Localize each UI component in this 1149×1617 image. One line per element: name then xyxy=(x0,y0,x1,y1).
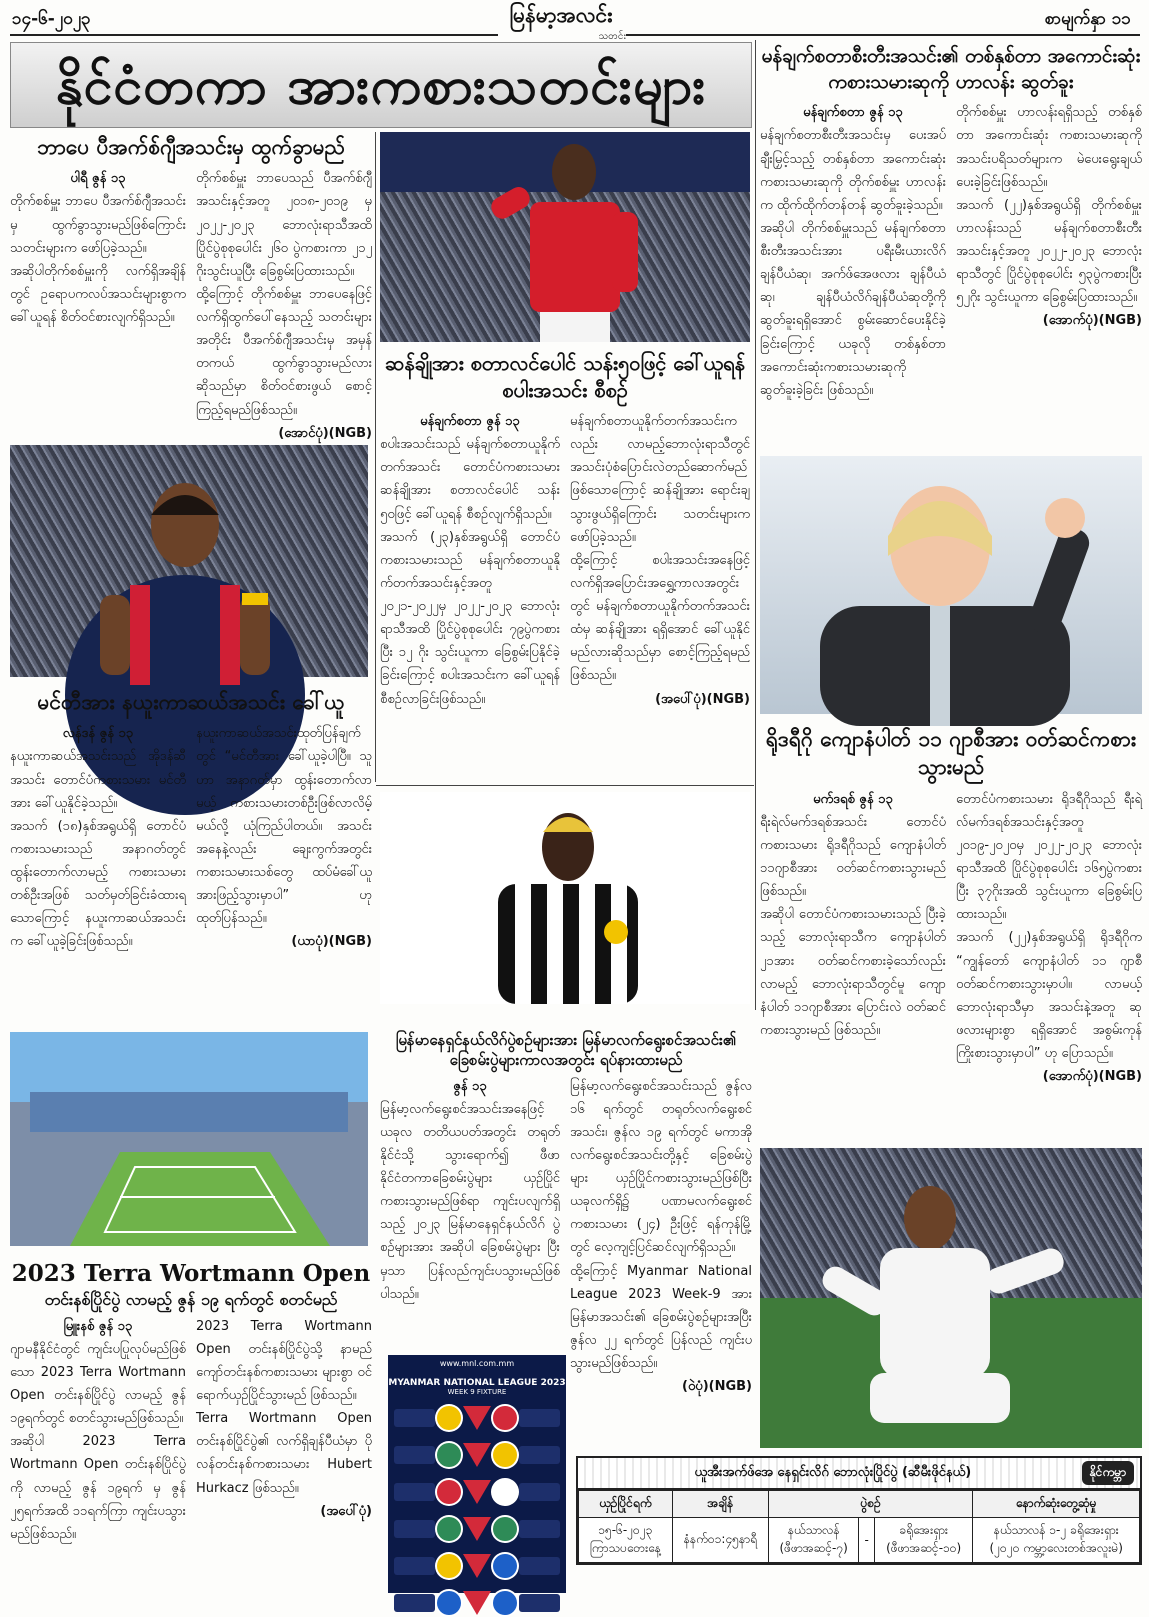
divider xyxy=(376,785,754,786)
headline: ဆန်ချိုအား စတာလင်ပေါင် သန်း၅၀ဖြင့် ခေါ်ယူရန် စပါးအသင်း စီစဉ် xyxy=(385,351,745,402)
article-mbappe xyxy=(10,133,372,441)
club-badge-icon xyxy=(435,1441,463,1469)
team-plate xyxy=(394,1520,435,1538)
club-badge-icon xyxy=(435,1515,463,1543)
team-plate xyxy=(394,1594,435,1612)
dateline: လန်ဒန် ဇွန် ၁၃ xyxy=(62,726,134,742)
club-badge-icon xyxy=(435,1589,463,1617)
last-note: (၂၀၂၀ ကမ္ဘာ့လေးတစ်အလူးမဲ) xyxy=(989,1541,1123,1555)
section-banner xyxy=(10,42,752,128)
paragraph: တောင်ပံကစားသမား ရိုဒရီဂိုသည် ရီးရဲလ်မက်ဒရစ်အသင်းနှင့်အတူ ၂၀၁၉-၂၀၂၀မှ ၂၀၂၂-၂၀၂၃ ဘောလုံးရာသီအထိ ပြိုင်ပွဲစုစုပေါင်း ၁၆၅ပွဲကစားပြီး ၃၇ဂိုးအထိ သွင်းယူကာ ခြေစွမ်းပြထားသည်။ xyxy=(956,791,1142,923)
paragraph: တိုက်စစ်မှူး ဘာပေ ပီအက်စ်ဂျီအသင်းမှ ထွက်ခွာသွားမည်ဖြစ်ကြောင်း သတင်းများက ဖော်ပြခဲ့သည်။ xyxy=(10,194,186,256)
paragraph: မန်ချက်စတာယူနိုက်တက်အသင်းကလည်း လာမည့်ဘောလုံးရာသီတွင် အသင်းပုံစံပြောင်းလဲတည်ဆောက်မည်ဖြစ်သောကြောင့် ဆန်ချိုအား ရောင်းချသွားဖွယ်ရှိကြောင်း သတင်းများက ဖော်ပြခဲ့သည်။ xyxy=(570,414,750,545)
masthead-title: မြန်မာ့အလင်း xyxy=(509,2,613,27)
paragraph: အသက် (၂၂)နှစ်အရွယ်ရှိ တိုက်စစ်မှူး ဟာလန်းသည် မန်ချက်စတာစီးတီးအသင်းနှင့်အတူ ၂၀၂၂-၂၀၂၃ ဘောလုံးရာသီတွင် ပြိုင်ပွဲစုစုပေါင်း ၅၃ပွဲကစားပြီး ၅၂ဂိုး သွင်းယူကာ ခြေစွမ်းပြထားသည်။ xyxy=(956,197,1142,306)
team-plate xyxy=(519,1520,560,1538)
article-column xyxy=(760,101,946,421)
paragraph: အသက် (၂၂)နှစ်အရွယ်ရှိ ရိုဒရီဂိုက “ကျွန်တော် ကျောနံပါတ် ၁၁ ဂျာစီဝတ်ဆင်ကစားသွားမှာပါ။ လာမယ့် ဘောလုံးရာသီမှာ အသင်းနဲ့အတူ ဆုဖလားများစွာ ရရှိအောင် အစွမ်းကုန် ကြိုးစားသွားမှာပါ” ဟု ပြောသည်။ xyxy=(956,930,1142,1062)
article-haaland xyxy=(760,44,1142,421)
column-header: နောက်ဆုံးတွေ့ဆုံမှု xyxy=(973,1491,1140,1518)
byline: (ယာပုံ)(NGB) xyxy=(291,934,372,950)
photo-haaland xyxy=(760,456,1142,714)
paragraph: နယူးကာဆယ်အသင်းသည် အိုဒန်ဆီအသင်း တောင်ပံကစားသမား မင်တီအား ခေါ်ယူနိုင်ခဲ့သည်။ xyxy=(10,749,186,811)
match-day: ကြာသပတေးနေ့ xyxy=(589,1541,661,1555)
article-column xyxy=(196,722,372,984)
byline: (အပေါ်ပုံ) xyxy=(320,1503,372,1519)
paragraph: တိုက်စစ်မှူး ဟာလန်းရရှိသည့် တစ်နှစ်တာ အကောင်းဆုံး ကစားသမားဆုကို အသင်းပရိသတ်များက မဲပေးရွေးချယ်ပေးခဲ့ခြင်းဖြစ်သည်။ xyxy=(956,105,1142,190)
fixture-title: ယူအီးအက်ဖ်အေ နေရှင်းလိဂ် ဘောလုံးပြိုင်ပွဲ (ဆီမီးဖိုင်နယ်) xyxy=(694,1464,972,1480)
team-plate xyxy=(394,1557,435,1575)
paragraph: အသက် (၁၈)နှစ်အရွယ်ရှိ တောင်ပံကစားသမားသည် အနာဂတ်တွင် ထွန်းတောက်လာမည့် ကစားသမားတစ်ဦးအဖြစ် သတ်မှတ်ခြင်းခံထားရသောကြောင့် နယူးကာဆယ်အသင်းက ခေါ်ယူခဲ့ခြင်းဖြစ်သည်။ xyxy=(10,818,186,950)
article-column xyxy=(380,410,560,758)
cell-date xyxy=(579,1518,673,1563)
dateline: မန်ချက်စတာ ဇွန် ၁၃ xyxy=(803,105,903,121)
club-badge-icon xyxy=(491,1552,519,1580)
paragraph: Terra Wortmann Open တင်းနစ်ပြိုင်ပွဲ၏ လက်ရှိချန်ပီယံမှာ ပိုလန်တင်းနစ်ကစားသမား Hubert Hurkacz ဖြစ်သည်။ xyxy=(196,1411,372,1496)
team-plate xyxy=(519,1557,560,1575)
match-date: ၁၅-၆-၂၀၂၃ xyxy=(598,1523,653,1537)
mnl-subtitle: WEEK 9 FIXTURE xyxy=(447,1388,507,1396)
article-column xyxy=(196,167,372,441)
mnl-fixture-graphic xyxy=(388,1355,566,1593)
vs-icon xyxy=(463,1406,491,1430)
byline: (ဝဲပုံ)(NGB) xyxy=(682,1379,752,1395)
last-result: နယ်သာလန် ၁-၂ ခရိုအေးရှား xyxy=(993,1523,1119,1537)
paragraph: ဂျာမနီနိုင်ငံတွင် ကျင်းပပြုလုပ်မည်ဖြစ်သော 2023 Terra Wortmann Open တင်းနစ်ပြိုင်ပွဲ လာမည့် ဇွန် ၁၉ရက်တွင် စတင်သွားမည်ဖြစ်သည်။ xyxy=(10,1341,186,1427)
club-badge-icon xyxy=(435,1404,463,1432)
byline: (အပေါ်ပုံ)(NGB) xyxy=(655,691,750,707)
home-team: နယ်သာလန် xyxy=(787,1523,840,1537)
player-illustration xyxy=(380,792,750,1004)
headline: ဘာပေ ပီအက်စ်ဂျီအသင်းမှ ထွက်ခွာမည် xyxy=(37,135,345,159)
column-header: အချိန် xyxy=(672,1491,768,1518)
dateline: မြူးနစ် ဇွန် ၁၃ xyxy=(63,1318,133,1334)
photo-mbappe xyxy=(10,445,368,677)
byline: (အောက်ပုံ)(NGB) xyxy=(1042,1069,1142,1085)
player-illustration xyxy=(760,456,1142,714)
paragraph: 2023 Terra Wortmann Open တင်းနစ်ပြိုင်ပွဲသို့ နာမည်ကျော်တင်းနစ်ကစားသမား များစွာ ဝင်ရောက်ယှဉ်ပြိုင်သွားမည် ဖြစ်သည်။ xyxy=(196,1318,372,1404)
mnl-match xyxy=(394,1552,560,1580)
paragraph: မန်ချက်စတာစီးတီးအသင်းမှ ပေးအပ်ချီးမြှင့်သည့် တစ်နှစ်တာ အကောင်းဆုံးကစားသမားဆုကို တိုက်စစ်မှူး ဟာလန်းက ထိုက်ထိုက်တန်တန် ဆွတ်ခူးခဲ့သည်။ xyxy=(760,128,946,213)
paragraph: စပါးအသင်းသည် မန်ချက်စတာယူနိုက်တက်အသင်း တောင်ပံကစားသမား ဆန်ချိုအား စတာလင်ပေါင် သန်း ၅၀ဖြင့် ခေါ်ယူရန် စီစဉ်လျက်ရှိသည်။ xyxy=(380,437,560,522)
team-plate xyxy=(519,1483,560,1501)
table-header-row xyxy=(579,1491,1140,1518)
club-badge-icon xyxy=(435,1478,463,1506)
paragraph: ထို့ကြောင့် တိုက်စစ်မှူး ဘာပေနေဖြင့် လက်ရှိထွက်ပေါ်နေသည့် သတင်းများအတိုင်း ပီအက်စ်ဂျီအသင်းမှ အမှန်တကယ် ထွက်ခွာသွားမည်လားဆိုသည်မှာ စိတ်ဝင်စားဖွယ် စောင့်ကြည့်ရမည်ဖြစ်သည်။ xyxy=(196,286,372,418)
paragraph: အဆိုပါ တောင်ပံကစားသမားသည် ပြီးခဲ့သည့် ဘောလုံးရာသီက ကျောနံပါတ် ၂၁အား ဝတ်ဆင်ကစားခဲ့သော်လည်း လာမည့် ဘောလုံးရာသီတွင်မူ ကျောနံပါတ် ၁၁ဂျာစီအား ပြောင်းလဲ ဝတ်ဆင်ကစားသွားမည် ဖြစ်သည်။ xyxy=(760,907,946,1038)
cell-away xyxy=(874,1518,972,1563)
byline: (အောက်ပုံ)(NGB) xyxy=(1042,313,1142,329)
team-plate xyxy=(394,1446,435,1464)
mnl-match xyxy=(394,1478,560,1506)
dateline: ဇွန် ၁၃ xyxy=(453,1078,487,1094)
page-number: စာမျက်နှာ ၁၁ xyxy=(1044,9,1131,29)
banner-title: နိုင်ငံတကာ အားကစားသတင်းများ xyxy=(55,56,707,116)
player-illustration xyxy=(10,445,368,677)
paragraph: အသက် (၂၃)နှစ်အရွယ်ရှိ တောင်ပံကစားသမားသည် မန်ချက်စတာယူနိုက်တက်အသင်းနှင့်အတူ ၂၀၂၁-၂၀၂၂မှ ၂၀၂၂-၂၀၂၃ ဘောလုံးရာသီအထိ ပြိုင်ပွဲစုစုပေါင်း ၇၉ပွဲကစားပြီး ၁၂ ဂိုး သွင်းယူကာ ခြေစွမ်းပြနိုင်ခဲ့ခြင်းကြောင့် စပါးအသင်းက ခေါ်ယူရန် စီစဉ်လာခြင်းဖြစ်သည်။ xyxy=(380,529,560,707)
fixture-tag: နိုင်ကမ္ဘာ xyxy=(1082,1461,1134,1485)
mnl-match xyxy=(394,1589,560,1617)
cell-last-meeting xyxy=(973,1518,1140,1563)
article-column xyxy=(570,1075,752,1515)
article-column xyxy=(196,1315,372,1577)
article-column xyxy=(10,167,186,417)
paragraph: အဆိုပါတိုက်စစ်မှူးကို လက်ရှိအချိန်တွင် ဥရောပကလပ်အသင်းများစွာက ခေါ်ယူရန် စိတ်ဝင်စားလျက်ရှိသည်။ xyxy=(10,263,186,326)
club-badge-icon xyxy=(435,1552,463,1580)
paragraph: အဆိုပါ 2023 Terra Wortmann Open တင်းနစ်ပြိုင်ပွဲကို လာမည့် ဇွန် ၁၉ရက် မှ ဇွန် ၂၅ရက်အထိ ၁၁ရက်ကြာ ကျင်းပသွားမည်ဖြစ်သည်။ xyxy=(10,1434,186,1542)
photo-rodrygo xyxy=(760,1148,1142,1448)
photo-sancho xyxy=(380,132,750,342)
club-badge-icon xyxy=(491,1478,519,1506)
headline: မင်တီအား နယူးကာဆယ်အသင်း ခေါ်ယူ xyxy=(37,690,345,714)
article-mintey xyxy=(10,688,372,984)
byline: (အောင်ပုံ)(NGB) xyxy=(278,425,372,441)
mnl-match xyxy=(394,1441,560,1469)
paragraph: နယူးကာဆယ်အသင်းထုတ်ပြန်ချက်တွင် “မင်တီအား ခေါ်ယူခဲ့ပါပြီ။ သူဟာ အနာဂတ်မှာ ထွန်းတောက်လာမယ့် ကစားသမားတစ်ဦးဖြစ်လာလိမ့်မယ်လို့ ယုံကြည်ပါတယ်။ အသင်းအနေနဲ့လည်း ချေးကွက်အတွင်း ကစားသမားသစ်တွေ ထပ်မံခေါ်ယူအားဖြည့်သွားမှာပါ” ဟု ထုတ်ပြန်သည်။ xyxy=(196,726,372,927)
headline: တင်းနစ်ပြိုင်ပွဲ လာမည့် ဇွန် ၁၉ ရက်တွင် စတင်မည် xyxy=(44,1290,338,1310)
column-divider-2 xyxy=(375,132,376,782)
team-plate xyxy=(519,1446,560,1464)
masthead xyxy=(496,2,626,44)
paragraph: ရီးရဲလ်မက်ဒရစ်အသင်း တောင်ပံကစားသမား ရိုဒရီဂိုသည် ကျောနံပါတ် ၁၁ဂျာစီအား ဝတ်ဆင်ကစားသွားမည်ဖြစ်သည်။ xyxy=(760,814,946,900)
article-column xyxy=(956,788,1142,1144)
header-rule-right xyxy=(626,34,1140,36)
headline: ရိုဒရီဂို ကျောနံပါတ် ၁၁ ဂျာစီအား ဝတ်ဆင်ကစားသွားမည် xyxy=(765,727,1137,780)
column-divider xyxy=(755,40,756,1010)
paragraph: တိုက်စစ်မှူး ဘာပေသည် ပီအက်စ်ဂျီအသင်းနှင့်အတူ ၂၀၁၈-၂၀၁၉ မှ ၂၀၂၂-၂၀၂၃ ဘောလုံးရာသီအထိ ပြိုင်ပွဲစုစုပေါင်း ၂၆၀ ပွဲကစားကာ ၂၁၂ ဂိုးသွင်းယူပြီး ခြေစွမ်းပြထားသည်။ xyxy=(196,171,372,279)
issue-date: ၁၄-၆-၂၀၂၃ xyxy=(12,9,91,29)
table-row xyxy=(579,1518,1140,1563)
mnl-match xyxy=(394,1404,560,1432)
paragraph: အဆိုပါ တိုက်စစ်မှူးသည် မန်ချက်စတာစီးတီးအသင်းအား ပရီးမီးယားလိဂ်ချန်ပီယံဆု၊ အက်ဖ်အေဖလား ချန်ပီယံဆု၊ ချန်ပီယံလိဂ်ချန်ပီယံဆုတို့ကို ဆွတ်ခူးရရှိအောင် စွမ်းဆောင်ပေးနိုင်ခဲ့ခြင်းကြောင့် ယခုလို တစ်နှစ်တာ အကောင်းဆုံးကစားသမားဆုကို ဆွတ်ခူးခဲ့ခြင်း ဖြစ်သည်။ xyxy=(760,220,946,398)
mnl-match xyxy=(394,1515,560,1543)
stadium-illustration xyxy=(10,1032,368,1246)
team-plate xyxy=(394,1483,435,1501)
mnl-title: MYANMAR NATIONAL LEAGUE 2023 xyxy=(388,1378,566,1388)
headline: မန်ချက်စတာစီးတီးအသင်း၏ တစ်နှစ်တာ အကောင်းဆုံးကစားသမားဆုကို ဟာလန်း ဆွတ်ခူး xyxy=(761,45,1141,93)
paragraph: ထို့ကြောင့် Myanmar National League 2023 Week-9 အား မြန်မာအသင်း၏ ခြေစမ်းပွဲစဉ်များအပြီး ဇွန်လ ၂၂ ရက်တွင် ပြန်လည် ကျင်းပသွားမည်ဖြစ်သည်။ xyxy=(570,1263,752,1371)
header-rule-left xyxy=(10,34,498,36)
away-team: ခရိုအေးရှား xyxy=(899,1523,948,1537)
cell-home xyxy=(768,1518,859,1563)
club-badge-icon xyxy=(491,1441,519,1469)
masthead-sub: သတင်း xyxy=(598,31,626,42)
headline-english: 2023 Terra Wortmann Open xyxy=(11,1260,371,1287)
column-header: ယှဉ်ပြိုင်ရက် xyxy=(579,1491,673,1518)
vs-icon xyxy=(463,1443,491,1467)
club-badge-icon xyxy=(491,1515,519,1543)
headline: မြန်မာနေရှင်နယ်လိဂ်ပွဲစဉ်များအား မြန်မာလက်ရွေးစင်အသင်း၏ ခြေစမ်းပွဲများကာလအတွင်း ရပ်နားထားမည် xyxy=(395,1031,737,1070)
article-column xyxy=(760,788,946,1144)
team-plate xyxy=(519,1594,560,1612)
article-terra-wortmann xyxy=(10,1258,372,1577)
column-header: ပွဲစဉ် xyxy=(768,1491,972,1518)
vs-icon xyxy=(463,1517,491,1541)
dateline: မန်ချက်စတာ ဇွန် ၁၃ xyxy=(420,414,520,429)
article-sancho xyxy=(380,350,750,758)
photo-tennis-stadium xyxy=(10,1032,368,1246)
cell-time: နံနက်၀၁:၄၅နာရီ xyxy=(672,1518,768,1563)
mnl-site: www.mnl.com.mm xyxy=(439,1359,515,1368)
cell-vs: - xyxy=(859,1518,875,1563)
away-rank: (ဖီဖာအဆင့်-၁၀) xyxy=(886,1541,962,1555)
photo-mintey xyxy=(380,792,750,1004)
vs-icon xyxy=(463,1554,491,1578)
article-column xyxy=(570,410,750,758)
dateline: ပါရီ ဇွန် ၁၃ xyxy=(70,171,126,187)
player-illustration xyxy=(380,132,750,342)
player-illustration xyxy=(760,1148,1142,1448)
paragraph: မြန်မာ့လက်ရွေးစင်အသင်းအနေဖြင့် ယခုလ တတိယပတ်အတွင်း တရုတ်နိုင်ငံသို့ သွားရောက်၍ ဖီဖာ နိုင်ငံတကာခြေစမ်းပွဲများ ယှဉ်ပြိုင်ကစားသွားမည်ဖြစ်ရာ ကျင်းပလျက်ရှိသည့် ၂၀၂၃ မြန်မာနေရှင်နယ်လိဂ် ပွဲစဉ်များအား အဆိုပါ ခြေစမ်းပွဲများ ပြီးမှသာ ပြန်လည်ကျင်းပသွားမည်ဖြစ်ပါသည်။ xyxy=(380,1101,560,1302)
article-rodrygo xyxy=(760,725,1142,1144)
paragraph: မြန်မာ့လက်ရွေးစင်အသင်းသည် ဇွန်လ ၁၆ ရက်တွင် တရုတ်လက်ရွေးစင်အသင်း၊ ဇွန်လ ၁၉ ရက်တွင် မကာအိုလက်ရွေးစင်အသင်းတို့နှင့် ခြေစမ်းပွဲများ ယှဉ်ပြိုင်ကစားသွားမည်ဖြစ်ပြီး ယခုလက်ရှိ၌ ပဏာမလက်ရွေးစင်ကစားသမား (၂၄) ဦးဖြင့် ရန်ကုန်မြို့တွင် လေ့ကျင့်ပြင်ဆင်လျက်ရှိသည်။ xyxy=(570,1078,752,1256)
vs-icon xyxy=(463,1591,491,1615)
paragraph: ထို့ကြောင့် စပါးအသင်းအနေဖြင့် လက်ရှိအပြောင်းအရွှေ့ကာလအတွင်းတွင် မန်ချက်စတာယူနိုက်တက်အသင်းထံမှ ဆန်ချိုအား ရရှိအောင် ခေါ်ယူနိုင်မည်လားဆိုသည်မှာ စောင့်ကြည့်ရမည်ဖြစ်သည်။ xyxy=(570,552,750,684)
team-plate xyxy=(519,1409,560,1427)
club-badge-icon xyxy=(491,1589,519,1617)
dateline: မက်ဒရစ် ဇွန် ၁၃ xyxy=(813,791,893,807)
fixture-box xyxy=(576,1456,1142,1565)
article-column xyxy=(956,101,1142,421)
vs-icon xyxy=(463,1480,491,1504)
fixture-table xyxy=(578,1490,1140,1563)
team-plate xyxy=(394,1409,435,1427)
article-column xyxy=(10,722,186,984)
article-column xyxy=(380,1075,560,1325)
home-rank: (ဖီဖာအဆင့်-၇) xyxy=(779,1541,848,1555)
article-column xyxy=(10,1315,186,1577)
club-badge-icon xyxy=(491,1404,519,1432)
